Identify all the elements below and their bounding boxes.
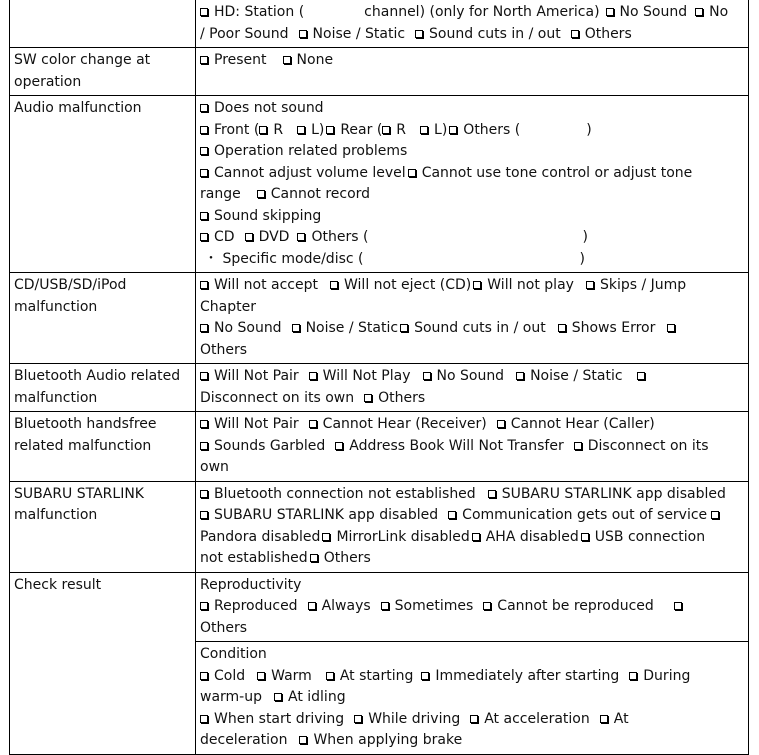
checkbox-subaru-starlink-app-disabled[interactable]	[200, 511, 208, 519]
row-options	[196, 481, 749, 572]
checkbox-sounds-garbled[interactable]	[200, 442, 208, 450]
form-text: )	[586, 121, 592, 138]
form-row	[10, 364, 749, 412]
form-row	[10, 273, 749, 364]
form-text: channel) (only for North America)	[364, 4, 600, 20]
row-options	[196, 572, 749, 642]
form-line	[200, 414, 744, 436]
form-line	[200, 120, 744, 142]
form-line	[200, 484, 744, 506]
checkbox-label: Immediately after starting	[435, 667, 620, 684]
row-label: CD/USB/SD/iPod malfunction	[10, 273, 196, 364]
checkbox-label: Shows Error	[571, 320, 656, 336]
checkbox-mirrorlink-disabled[interactable]	[322, 533, 330, 541]
checkbox-skips-jump[interactable]	[586, 281, 594, 289]
checkbox-label: Communication gets out of service	[462, 507, 708, 523]
form-line	[200, 141, 744, 163]
checkbox-label: No Sound	[619, 4, 688, 20]
checkbox-when-start-driving[interactable]	[200, 715, 208, 723]
checkbox-label: Sound cuts in / out	[429, 25, 561, 42]
checkbox-label: Warm	[271, 667, 312, 684]
form-line	[200, 249, 744, 271]
checkbox-label: L)	[434, 121, 448, 138]
checkbox-label: Sometimes	[394, 598, 474, 614]
checkbox-label: Sound cuts in / out	[414, 320, 546, 336]
form-line	[200, 687, 744, 709]
checkbox-label: Cannot adjust volume level	[214, 164, 406, 181]
checkbox-always[interactable]	[308, 602, 316, 610]
checkbox-rear[interactable]	[326, 126, 334, 134]
form-text: Chapter	[200, 298, 256, 315]
checkbox-front[interactable]	[200, 126, 208, 134]
checkbox-label: R	[273, 121, 284, 138]
checkbox-none[interactable]	[283, 56, 291, 64]
checkbox-will-not-play[interactable]	[473, 281, 481, 289]
checkbox-r[interactable]	[259, 126, 267, 134]
form-row	[10, 96, 749, 273]
form-line	[200, 575, 744, 597]
checkbox-sometimes[interactable]	[381, 602, 389, 610]
form-text: not established	[200, 550, 308, 566]
checkbox-while-driving[interactable]	[354, 715, 362, 723]
checkbox-label: When start driving	[214, 710, 345, 727]
checkbox-noise-static[interactable]	[299, 30, 307, 38]
checkbox-label: Will not play	[487, 277, 574, 293]
form-row	[10, 412, 749, 482]
checkbox-cd[interactable]	[200, 233, 208, 241]
checkbox-shows-error[interactable]	[558, 324, 566, 332]
checkbox-label: Others (	[463, 121, 521, 138]
checkbox-will-not-play[interactable]	[309, 372, 317, 380]
checkbox-label: Noise / Static	[312, 25, 406, 42]
checkbox-label: At acceleration	[484, 710, 590, 727]
checkbox-label: Present	[214, 52, 267, 68]
checkbox-disconnect-on-its[interactable]	[574, 442, 582, 450]
checkbox-cold[interactable]	[200, 672, 208, 680]
checkbox-label: Others	[584, 25, 632, 42]
checkbox-label: Cannot be reproduced	[497, 598, 654, 614]
checkbox-no[interactable]	[695, 8, 703, 16]
checkbox-cannot-use-tone-control-or-adjust-tone[interactable]	[408, 169, 416, 177]
checkbox-label: No Sound	[214, 320, 282, 336]
form-line	[200, 436, 744, 458]
form-line	[200, 318, 744, 340]
checkbox-label: R	[396, 121, 407, 138]
form-text: warm-up	[200, 689, 262, 705]
row-options	[196, 48, 749, 96]
checkbox-bluetooth-connection-not-established[interactable]	[200, 490, 208, 498]
checkbox-label: SUBARU STARLINK app disabled	[501, 485, 726, 502]
checkbox-address-book-will-not-transfer[interactable]	[335, 442, 343, 450]
checkbox-cannot-hear-receiver[interactable]	[309, 420, 317, 428]
checkbox-label: No	[709, 4, 729, 20]
form-text: )	[582, 229, 588, 245]
checkbox-label: Noise / Static	[305, 320, 399, 336]
form-line	[200, 24, 744, 46]
form-line	[200, 98, 744, 120]
checkbox-will-not-pair[interactable]	[200, 420, 208, 428]
form-line	[200, 666, 744, 688]
checkbox-will-not-accept[interactable]	[200, 281, 208, 289]
form-line	[200, 388, 744, 410]
checkbox-usb-connection[interactable]	[581, 533, 589, 541]
form-text: range	[200, 186, 241, 202]
form-line	[200, 50, 744, 72]
checkbox-label: Will not accept	[214, 277, 318, 293]
form-text: / Poor Sound	[200, 25, 289, 42]
checkbox-label: Sound skipping	[214, 207, 322, 224]
form-row	[10, 48, 749, 96]
form-line	[200, 730, 744, 752]
form-text: Others	[200, 619, 248, 636]
checkbox-present[interactable]	[200, 56, 208, 64]
checkbox-at-starting[interactable]	[326, 672, 334, 680]
checkbox-others[interactable]	[449, 126, 457, 134]
checkbox-option[interactable]	[637, 372, 645, 380]
checkbox-cannot-hear-caller[interactable]	[497, 420, 505, 428]
row-options	[196, 412, 749, 482]
checkbox-option[interactable]	[711, 511, 719, 519]
checkbox-no-sound[interactable]	[606, 8, 614, 16]
form-line	[200, 163, 744, 185]
form-line	[200, 275, 744, 297]
checkbox-label: USB connection	[594, 528, 706, 545]
form-line	[200, 457, 744, 479]
form-text: Pandora disabled	[200, 528, 321, 545]
checkbox-dvd[interactable]	[245, 233, 253, 241]
form-line	[200, 340, 744, 362]
form-line	[200, 366, 744, 388]
checkbox-communication-gets-out-of-service[interactable]	[448, 511, 456, 519]
checkbox-when-applying-brake[interactable]	[299, 736, 307, 744]
checkbox-cannot-record[interactable]	[257, 190, 265, 198]
form-text: deceleration	[200, 732, 288, 748]
checkbox-immediately-after-starting[interactable]	[421, 672, 429, 680]
checkbox-label: Front (	[214, 121, 260, 138]
checkbox-sound-cuts-in-out[interactable]	[400, 324, 408, 332]
checkbox-label: Does not sound	[214, 100, 324, 116]
checkbox-label: Cannot record	[270, 186, 371, 202]
form-line	[200, 644, 744, 666]
checkbox-label: DVD	[258, 229, 290, 245]
checkbox-label: Reproduced	[214, 598, 298, 614]
row-label	[10, 0, 196, 48]
row-label: Audio malfunction	[10, 96, 196, 273]
row-label: Check result	[10, 572, 196, 754]
checkbox-cannot-be-reproduced[interactable]	[483, 602, 491, 610]
checkbox-option[interactable]	[667, 324, 675, 332]
checkbox-sound-cuts-in-out[interactable]	[415, 30, 423, 38]
checkbox-does-not-sound[interactable]	[200, 104, 208, 112]
form-line	[200, 618, 744, 640]
row-label: SW color change at operation	[10, 48, 196, 96]
checkbox-at[interactable]	[600, 715, 608, 723]
form-line	[200, 227, 744, 249]
checkbox-label: Cannot use tone control or adjust tone	[421, 164, 693, 181]
checkbox-r[interactable]	[382, 126, 390, 134]
form-row	[10, 0, 749, 48]
form-line	[200, 206, 744, 228]
checkbox-label: None	[296, 52, 334, 68]
checkbox-label: At starting	[339, 667, 414, 684]
row-options	[196, 364, 749, 412]
checkbox-label: AHA disabled	[485, 528, 579, 545]
row-label: Bluetooth handsfree related malfunction	[10, 412, 196, 482]
checkbox-label: Will not eject (CD)	[344, 277, 472, 293]
checkbox-label: Address Book Will Not Transfer	[349, 437, 564, 454]
form-text: ・ Specific mode/disc (	[204, 250, 364, 267]
checkbox-label: Will Not Play	[322, 368, 411, 384]
checkbox-label: Noise / Static	[530, 368, 623, 384]
form-line	[200, 2, 744, 24]
form-row	[10, 481, 749, 572]
checkbox-label: Rear (	[340, 121, 383, 138]
row-options	[196, 0, 749, 48]
checkbox-label: Others	[323, 550, 371, 566]
row-label: SUBARU STARLINK malfunction	[10, 481, 196, 572]
checkbox-label: SUBARU STARLINK app disabled	[214, 507, 439, 523]
diagnosis-form-table	[9, 0, 749, 755]
checkbox-label: Cannot Hear (Caller)	[510, 416, 655, 432]
checkbox-others[interactable]	[310, 554, 318, 562]
form-line	[200, 505, 744, 527]
checkbox-label: During	[643, 667, 691, 684]
checkbox-at-idling[interactable]	[274, 693, 282, 701]
checkbox-noise-static[interactable]	[516, 372, 524, 380]
checkbox-l[interactable]	[420, 126, 428, 134]
checkbox-label: Cannot Hear (Receiver)	[322, 416, 487, 432]
form-text: own	[200, 459, 229, 475]
checkbox-label: Bluetooth connection not established	[214, 485, 476, 502]
checkbox-label: Operation related problems	[214, 143, 408, 159]
checkbox-cannot-adjust-volume-level[interactable]	[200, 169, 208, 177]
checkbox-label: Will Not Pair	[214, 368, 299, 384]
checkbox-label: At idling	[288, 689, 346, 705]
form-line	[200, 527, 744, 549]
checkbox-label: Always	[321, 598, 371, 614]
checkbox-will-not-pair[interactable]	[200, 372, 208, 380]
checkbox-no-sound[interactable]	[200, 324, 208, 332]
checkbox-label: Others (	[311, 229, 369, 245]
checkbox-label: At	[613, 710, 629, 727]
checkbox-label: Sounds Garbled	[214, 437, 326, 454]
form-line	[200, 548, 744, 570]
form-row	[10, 572, 749, 642]
row-label: Bluetooth Audio related malfunction	[10, 364, 196, 412]
checkbox-label: HD: Station (	[214, 4, 305, 20]
checkbox-label: No Sound	[436, 368, 505, 384]
form-text: Others	[200, 341, 248, 358]
checkbox-label: While driving	[368, 710, 461, 727]
checkbox-label: Cold	[214, 667, 246, 684]
checkbox-no-sound[interactable]	[423, 372, 431, 380]
form-line	[200, 596, 744, 618]
checkbox-sound-skipping[interactable]	[200, 212, 208, 220]
row-options	[196, 96, 749, 273]
form-line	[200, 709, 744, 731]
checkbox-label: Skips / Jump	[599, 277, 687, 293]
checkbox-aha-disabled[interactable]	[472, 533, 480, 541]
checkbox-at-acceleration[interactable]	[470, 715, 478, 723]
row-options	[196, 273, 749, 364]
checkbox-during[interactable]	[629, 672, 637, 680]
checkbox-hd-station[interactable]	[200, 8, 208, 16]
checkbox-others[interactable]	[364, 394, 372, 402]
form-body	[10, 0, 749, 754]
checkbox-label: L)	[311, 121, 325, 138]
checkbox-others[interactable]	[297, 233, 305, 241]
checkbox-label: MirrorLink disabled	[336, 528, 470, 545]
checkbox-label: Will Not Pair	[214, 416, 299, 432]
row-options	[196, 642, 749, 755]
checkbox-label: Others	[378, 389, 426, 406]
form-text: )	[579, 250, 585, 267]
checkbox-l[interactable]	[297, 126, 305, 134]
checkbox-label: When applying brake	[313, 732, 463, 748]
checkbox-warm[interactable]	[257, 672, 265, 680]
checkbox-reproduced[interactable]	[200, 602, 208, 610]
checkbox-label: Disconnect on its	[587, 437, 709, 454]
form-text: Condition	[200, 646, 267, 662]
checkbox-operation-related-problems[interactable]	[200, 147, 208, 155]
form-line	[200, 297, 744, 319]
checkbox-option[interactable]	[674, 602, 682, 610]
form-line	[200, 184, 744, 206]
checkbox-label: CD	[214, 229, 235, 245]
form-text: Reproductivity	[200, 576, 302, 593]
checkbox-others[interactable]	[571, 30, 579, 38]
checkbox-subaru-starlink-app-disabled[interactable]	[488, 490, 496, 498]
form-text: Disconnect on its own	[200, 389, 355, 406]
checkbox-will-not-eject-cd[interactable]	[330, 281, 338, 289]
checkbox-noise-static[interactable]	[292, 324, 300, 332]
